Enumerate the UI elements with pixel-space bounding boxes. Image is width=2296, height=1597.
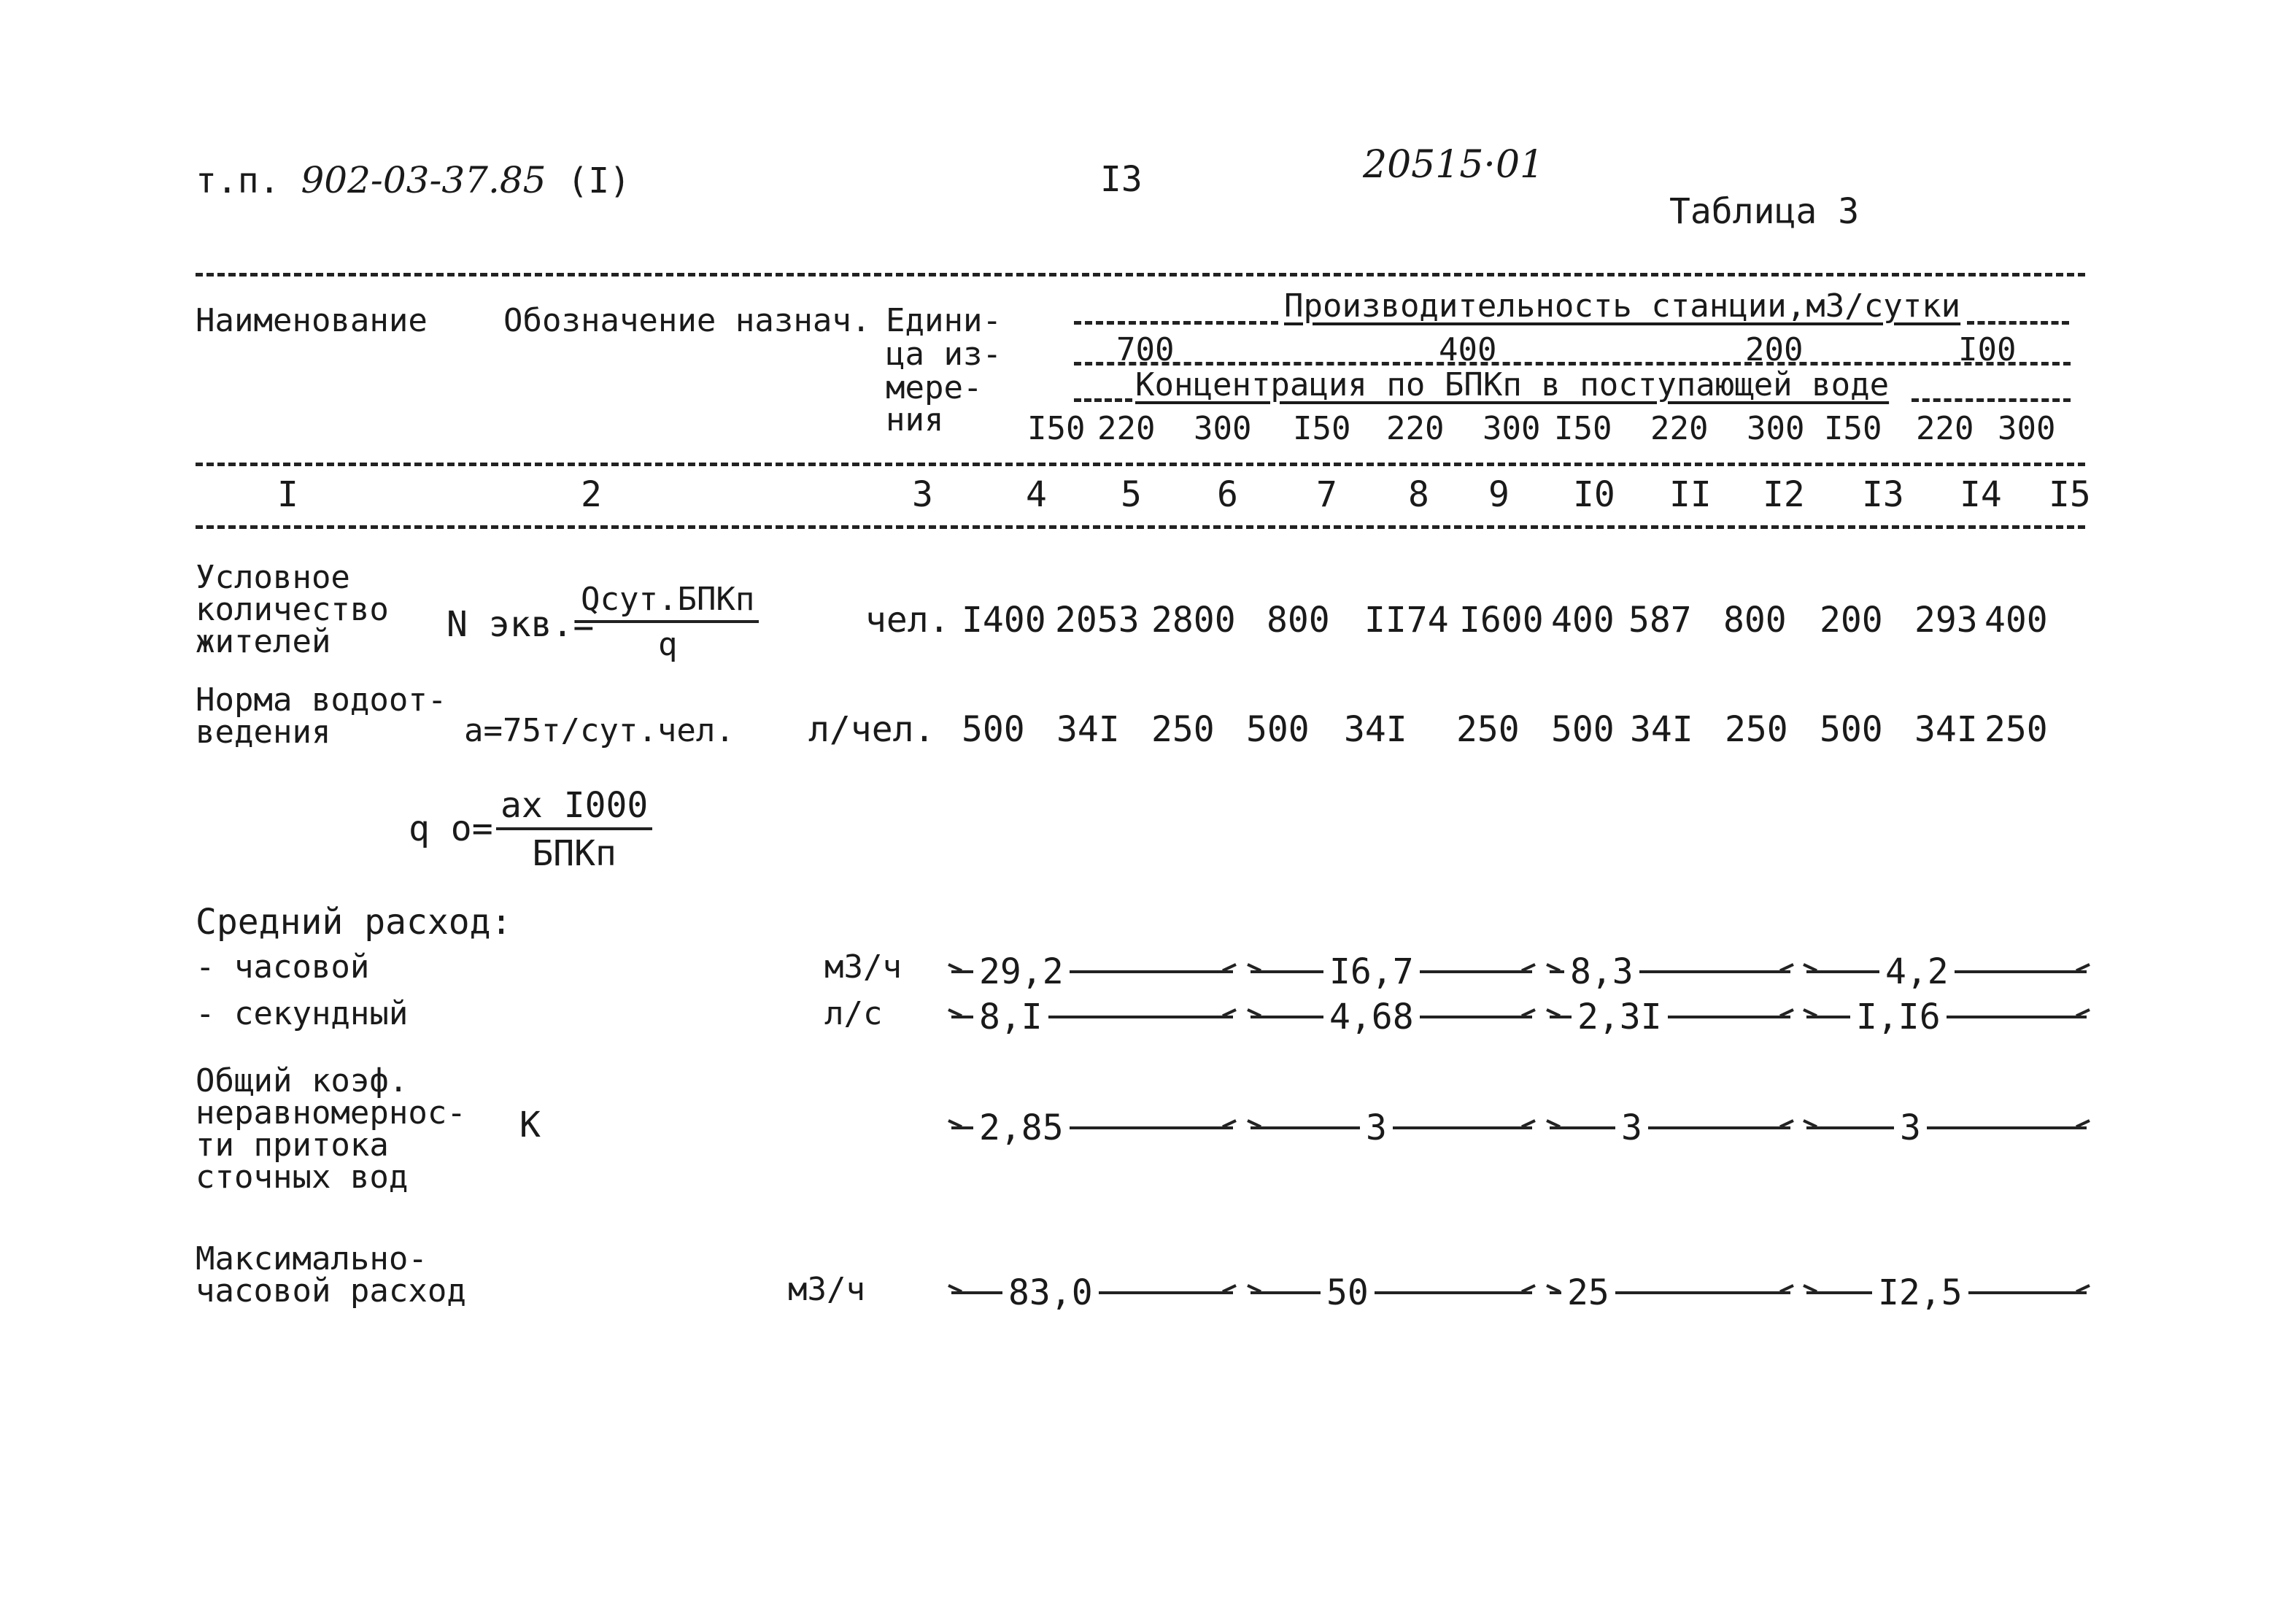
norm-value-14: 34I (1914, 709, 1978, 750)
capacity-400: 400 (1439, 331, 1497, 368)
max-flow-range-200 (1550, 1272, 1790, 1313)
concentration-5: 220 (1097, 410, 1156, 447)
col-number-2: 2 (581, 474, 602, 515)
row-coef-name-1: Общий коэф. (196, 1062, 409, 1099)
max-flow-range-400 (1251, 1272, 1532, 1313)
coef-symbol: К (519, 1105, 541, 1145)
capacity-dividers (1074, 362, 2071, 366)
col-number-7: 7 (1316, 474, 1337, 515)
q-formula-numerator: ах I000 (496, 788, 652, 830)
coef-range-700 (951, 1107, 1233, 1148)
row-norm-name-1: Норма водоот- (196, 681, 447, 719)
max-flow-value-400: 50 (1321, 1275, 1375, 1310)
concentration-8: 220 (1386, 410, 1445, 447)
avg-hourly-value-200: 8,3 (1564, 954, 1639, 989)
norm-value-10: 500 (1551, 709, 1615, 750)
header-unit-3: мере- (886, 369, 983, 406)
avg-second-value-400: 4,68 (1323, 999, 1420, 1035)
max-flow-unit: м3/ч (788, 1271, 865, 1308)
avg-hourly-unit: м3/ч (824, 948, 902, 986)
col-number-8: 8 (1408, 474, 1429, 515)
population-formula-numerator: Qсут.БПКп (576, 584, 759, 623)
doc-ref-suffix: (I) (567, 161, 631, 201)
max-flow-range-700 (951, 1272, 1233, 1313)
row-coef-name-2: неравномернос- (196, 1094, 466, 1132)
header-name: Наименование (196, 302, 428, 339)
col-number-10: I0 (1573, 474, 1615, 515)
capacity-100: I00 (1958, 331, 2017, 368)
avg-hourly-value-700: 29,2 (973, 954, 1070, 989)
avg-second-unit: л/с (824, 995, 883, 1032)
col-number-12: I2 (1763, 474, 1805, 515)
avg-hourly-value-100: 4,2 (1879, 954, 1955, 989)
avg-second-name: - секундный (196, 995, 409, 1032)
avg-second-value-200: 2,3I (1572, 999, 1668, 1035)
row-coef-name-3: ти притока (196, 1126, 389, 1164)
concentration-title: Концентрация по БПКп в поступающей воде (1135, 366, 1890, 403)
concentration-6: 300 (1194, 410, 1252, 447)
header-unit-1: Едини- (886, 302, 1002, 339)
row-coef-name-4: сточных вод (196, 1159, 409, 1196)
norm-value-5: 34I (1056, 709, 1120, 750)
avg-second-value-700: 8,I (973, 999, 1048, 1035)
population-formula-denominator: q (657, 626, 678, 663)
doc-reference (196, 159, 631, 201)
rule-header-bottom (196, 463, 2085, 466)
coef-value-100: 3 (1894, 1110, 1927, 1145)
avg-hourly-range-200 (1550, 951, 1790, 992)
row-max-name-2: часовой расход (196, 1272, 466, 1310)
population-value-5: 2053 (1055, 600, 1140, 641)
max-flow-value-200: 25 (1561, 1275, 1615, 1310)
population-value-10: 400 (1551, 600, 1615, 641)
norm-value-11: 34I (1630, 709, 1693, 750)
population-value-6: 2800 (1151, 600, 1236, 641)
population-value-9: I600 (1459, 600, 1544, 641)
population-value-11: 587 (1628, 600, 1692, 641)
concentration-14: 220 (1916, 410, 1974, 447)
population-formula-fraction (576, 581, 759, 663)
q-formula-denominator: БПКп (532, 833, 616, 874)
population-value-7: 800 (1267, 600, 1330, 641)
avg-hourly-range-700 (951, 951, 1233, 992)
population-value-14: 293 (1914, 600, 1978, 641)
rule-top (196, 273, 2085, 277)
concentration-lead-line (1074, 398, 1132, 402)
col-number-15: I5 (2049, 474, 2091, 515)
avg-second-range-200 (1550, 997, 1790, 1037)
capacity-200: 200 (1745, 331, 1804, 368)
row-population-name-2: количество (196, 591, 389, 628)
q-formula-lhs: q о= (409, 808, 493, 849)
col-number-1: I (277, 474, 298, 515)
max-flow-value-100: I2,5 (1872, 1275, 1968, 1310)
population-value-12: 800 (1723, 600, 1787, 641)
capacity-title: Производительность станции,м3/сутки (1284, 287, 1961, 325)
norm-value-12: 250 (1725, 709, 1788, 750)
page-number: I3 (1100, 159, 1143, 200)
header-unit-4: ния (886, 401, 944, 438)
avg-second-range-100 (1806, 997, 2087, 1037)
avg-second-range-400 (1251, 997, 1532, 1037)
row-norm-name-2: ведения (196, 714, 331, 751)
population-formula-lhs: N экв.= (447, 604, 595, 645)
concentration-tail-line (1912, 398, 2071, 402)
avg-second-range-700 (951, 997, 1233, 1037)
rule-numbers-bottom (196, 525, 2085, 529)
table-title: Таблица 3 (1669, 191, 1860, 232)
concentration-15: 300 (1998, 410, 2056, 447)
concentration-13: I50 (1824, 410, 1882, 447)
norm-value-6: 250 (1151, 709, 1215, 750)
coef-range-200 (1550, 1107, 1790, 1148)
capacity-lead-line (1074, 321, 1278, 325)
norm-value-4: 500 (962, 709, 1025, 750)
header-designation: Обозначение назнач. (503, 302, 871, 339)
avg-flow-title: Средний расход: (196, 902, 512, 943)
norm-unit: л/чел. (808, 709, 935, 750)
coef-range-400 (1251, 1107, 1532, 1148)
doc-ref-number: 902-03-37.85 (301, 159, 546, 201)
col-number-11: II (1669, 474, 1712, 515)
col-number-5: 5 (1121, 474, 1142, 515)
norm-value-9: 250 (1456, 709, 1520, 750)
max-flow-range-100 (1806, 1272, 2087, 1313)
avg-hourly-value-400: I6,7 (1323, 954, 1420, 989)
row-population-name-3: жителей (196, 623, 331, 660)
coef-range-100 (1806, 1107, 2087, 1148)
coef-value-400: 3 (1360, 1110, 1393, 1145)
norm-value-13: 500 (1820, 709, 1883, 750)
population-value-13: 200 (1820, 600, 1883, 641)
col-number-3: 3 (912, 474, 933, 515)
max-flow-value-700: 83,0 (1002, 1275, 1099, 1310)
doc-ref-prefix: т.п. (196, 161, 280, 201)
capacity-tail-line (1967, 321, 2069, 325)
col-number-13: I3 (1862, 474, 1904, 515)
norm-value-7: 500 (1246, 709, 1310, 750)
concentration-11: 220 (1650, 410, 1709, 447)
col-number-6: 6 (1217, 474, 1238, 515)
row-population-name-1: Условное (196, 559, 350, 596)
header-unit-2: ца из- (886, 336, 1002, 373)
avg-hourly-range-100 (1806, 951, 2087, 992)
concentration-10: I50 (1554, 410, 1612, 447)
norm-value-8: 34I (1344, 709, 1407, 750)
capacity-700: 700 (1116, 331, 1175, 368)
concentration-4: I50 (1027, 410, 1086, 447)
norm-value-15: 250 (1984, 709, 2048, 750)
avg-second-value-100: I,I6 (1850, 999, 1947, 1035)
population-value-15: 400 (1984, 600, 2048, 641)
norm-formula: a=75т/сут.чел. (464, 712, 735, 749)
concentration-7: I50 (1293, 410, 1351, 447)
q-formula-fraction (496, 785, 652, 874)
population-unit: чел. (865, 600, 950, 641)
col-number-9: 9 (1488, 474, 1510, 515)
population-value-4: I400 (962, 600, 1046, 641)
row-max-name-1: Максимально- (196, 1240, 428, 1277)
coef-value-700: 2,85 (973, 1110, 1070, 1145)
population-value-8: II74 (1364, 600, 1449, 641)
concentration-9: 300 (1483, 410, 1541, 447)
avg-hourly-range-400 (1251, 951, 1532, 992)
avg-hourly-name: - часовой (196, 948, 370, 986)
col-number-14: I4 (1960, 474, 2002, 515)
coef-value-200: 3 (1615, 1110, 1648, 1145)
col-number-4: 4 (1026, 474, 1047, 515)
archive-number: 20515·01 (1363, 143, 1545, 187)
concentration-12: 300 (1747, 410, 1805, 447)
